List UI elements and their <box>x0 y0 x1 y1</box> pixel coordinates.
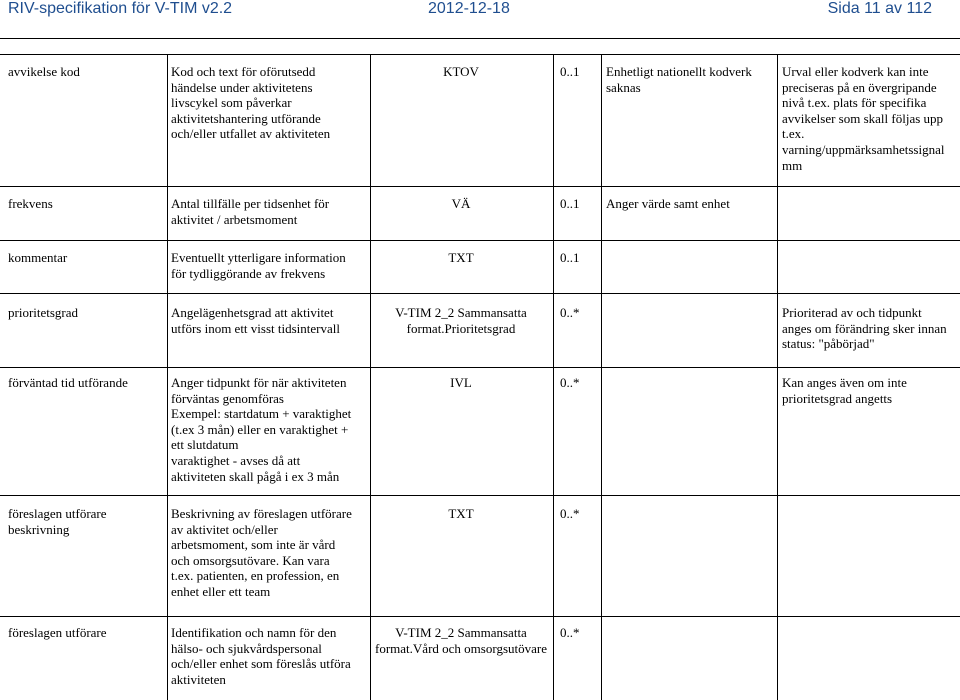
page-number: Sida 11 av 112 <box>827 0 932 17</box>
column-border <box>370 54 371 700</box>
attribute-name: avvikelse kod <box>8 64 80 79</box>
attribute-description: Identifikation och namn för den hälso- och sjukvårdspersonal och/eller enhet som föreslås utföra aktiviteten <box>171 625 351 687</box>
row-border <box>0 616 960 617</box>
row-border <box>0 186 960 187</box>
attribute-comment: Prioriterad av och tidpunkt anges om förändring sker innan status: "påbörjad" <box>782 305 947 352</box>
attribute-cardinality: 0..* <box>560 506 580 521</box>
row-border <box>0 495 960 496</box>
attribute-description: Angelägenhetsgrad att aktivitet utförs inom ett visst tidsintervall <box>171 305 340 336</box>
attribute-description: Kod och text för oförutsedd händelse under aktivitetens livscykel som påverkar aktivitetshantering utförande och/eller utfallet av aktiviteten <box>171 64 331 142</box>
document-title: RIV-specifikation för V-TIM v2.2 <box>8 0 233 17</box>
attribute-name: prioritetsgrad <box>8 305 79 320</box>
attribute-type: V-TIM 2_2 Sammansatta format.Vård och omsorgsutövare <box>375 625 547 656</box>
attribute-type: TXT <box>448 250 474 265</box>
attribute-cardinality: 0..1 <box>560 64 580 79</box>
row-border <box>0 54 960 55</box>
attribute-type: V-TIM 2_2 Sammansatta format.Prioritetsgrad <box>395 305 527 336</box>
attribute-description: Antal tillfälle per tidsenhet för aktivitet / arbetsmoment <box>171 196 330 227</box>
row-border <box>0 293 960 294</box>
attribute-name: frekvens <box>8 196 53 211</box>
row-border <box>0 367 960 368</box>
attribute-type: IVL <box>450 375 472 390</box>
attribute-note: Anger värde samt enhet <box>606 196 730 211</box>
attribute-type: VÄ <box>451 196 471 211</box>
attribute-description: Eventuellt ytterligare information för tydliggörande av frekvens <box>171 250 346 281</box>
column-border <box>777 54 778 700</box>
column-border <box>601 54 602 700</box>
document-date: 2012-12-18 <box>428 0 510 17</box>
attribute-type: KTOV <box>443 64 479 79</box>
column-border <box>553 54 554 700</box>
attribute-cardinality: 0..* <box>560 375 580 390</box>
attribute-name: föreslagen utförare beskrivning <box>8 506 107 537</box>
attribute-cardinality: 0..* <box>560 305 580 320</box>
attribute-type: TXT <box>448 506 474 521</box>
attribute-comment: Kan anges även om inte prioritetsgrad angetts <box>782 375 907 406</box>
attribute-name: kommentar <box>8 250 68 265</box>
row-border <box>0 240 960 241</box>
attribute-cardinality: 0..* <box>560 625 580 640</box>
attribute-comment: Urval eller kodverk kan inte preciseras på en övergripande nivå t.ex. plats för specifika avvikelser som skall följas upp t.ex. varning/uppmärksamhetssignal mm <box>782 64 945 173</box>
attribute-note: Enhetligt nationellt kodverk saknas <box>606 64 752 95</box>
attribute-cardinality: 0..1 <box>560 196 580 211</box>
attribute-name: förväntad tid utförande <box>8 375 128 390</box>
attribute-name: föreslagen utförare <box>8 625 107 640</box>
attribute-description: Beskrivning av föreslagen utförare av aktivitet och/eller arbetsmoment, som inte är vård och omsorgsutövare. Kan vara t.ex. patienten, en profession, en enhet eller ett team <box>171 506 352 599</box>
attribute-description: Anger tidpunkt för när aktiviteten förväntas genomföras Exempel: startdatum + varaktighet (t.ex 3 mån) eller en varaktighet + ett slutdatum varaktighet - avses då att aktiviteten skall pågå i ex 3 mån <box>171 375 352 484</box>
attribute-cardinality: 0..1 <box>560 250 580 265</box>
column-border <box>167 54 168 700</box>
